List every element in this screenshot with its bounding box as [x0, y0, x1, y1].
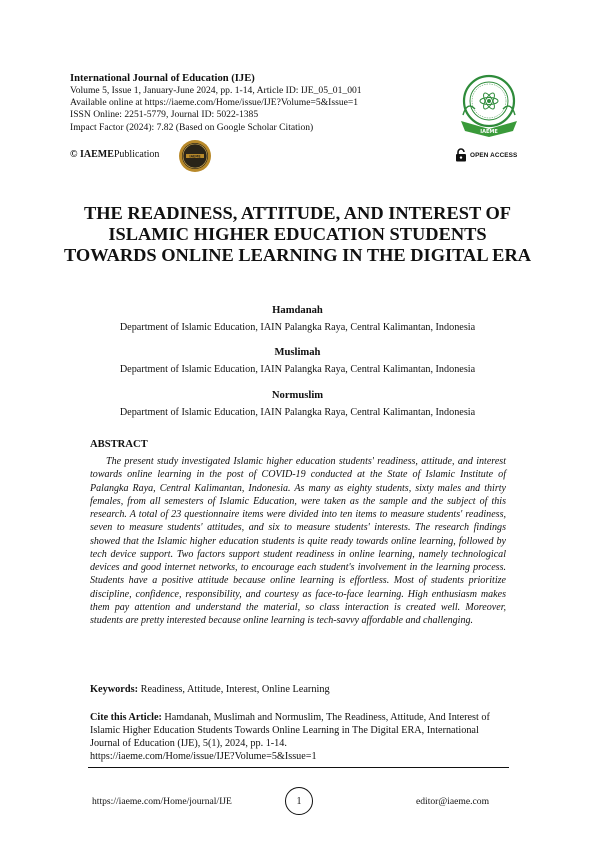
- author-name: Hamdanah: [272, 305, 323, 316]
- author-affiliation: Department of Islamic Education, IAIN Palangka Raya, Central Kalimantan, Indonesia: [119, 322, 476, 333]
- open-access-badge: [455, 148, 517, 162]
- impact-factor-line: Impact Factor (2024): 7.82 (Based on Google Scholar Citation): [70, 121, 314, 133]
- seal-ribbon-text: IAEME: [480, 129, 498, 135]
- citation-url[interactable]: https://iaeme.com/Home/issue/IJE?Volume=5&Issue=1: [90, 751, 317, 762]
- open-access-label: OPEN ACCESS: [470, 151, 518, 159]
- citation: [90, 711, 508, 763]
- keywords-label: Keywords:: [90, 684, 139, 695]
- author-name: Normuslim: [271, 390, 324, 401]
- page-number: [285, 787, 313, 815]
- abstract-text: The present study investigated Islamic higher education students' readiness, attitude, and interest towards online learning in the post of COVID-19 conducted at the State of Islamic Institute of Palangka Raya, Central Kalimantan, Indonesia. As many as eighty students, sixty males and thirty females, from all semesters of Islamic Education, were taken as the sample and the subject of this research. A total of 23 questionnaire items were divided into ten items to measure students' readiness, seven to measure students' attitudes, and six to measure students' interests. The research findings showed that the Islamic higher education students is quite ready towards online learning, followed by tech device support. Two factors support student readiness in online learning, namely technological devices and good internet networks, to encourage each student's involvement in the learning process. Students have a positive attitude because online learning is effortless. Most of students prioritize discipline, confidence, responsibility, and courtesy as face-to-face learning. High enthusiasm makes them pay attention and understand the material, so class interaction is created well. Moreover, students are pretty interested because online learning is tech-savvy affordable and challenging.: [90, 456, 506, 626]
- journal-header: [70, 72, 450, 134]
- journal-seal-icon: [453, 71, 525, 143]
- footer-divider: [88, 767, 509, 768]
- issn-line: ISSN Online: 2251-5779, Journal ID: 5022-1385: [70, 109, 259, 121]
- keywords-text: Readiness, Attitude, Interest, Online Learning: [138, 684, 330, 695]
- volume-line: Volume 5, Issue 1, January-June 2024, pp. 1-14, Article ID: IJE_05_01_001: [70, 85, 362, 96]
- iaeme-badge-icon: [178, 139, 212, 173]
- badge-logo-text: IAEME: [189, 154, 201, 159]
- citation-label: Cite this Article:: [90, 712, 162, 723]
- publisher-suffix: Publication: [113, 149, 160, 160]
- page-number-text: 1: [296, 795, 302, 807]
- journal-title: International Journal of Education (IJE): [70, 73, 255, 84]
- publisher-prefix: © IAEME: [70, 149, 114, 160]
- footer-journal-link[interactable]: https://iaeme.com/Home/journal/IJE: [92, 796, 232, 807]
- keywords: [90, 684, 330, 695]
- available-online-line: Available online at https://iaeme.com/Home/issue/IJE?Volume=5&Issue=1: [70, 97, 359, 109]
- paper-title: THE READINESS, ATTITUDE, AND INTEREST OF ISLAMIC HIGHER EDUCATION STUDENTS TOWARDS ONLINE LEARNING IN THE DIGITAL ERA: [63, 203, 532, 265]
- author-affiliation: Department of Islamic Education, IAIN Palangka Raya, Central Kalimantan, Indonesia: [119, 407, 476, 418]
- author-name: Muslimah: [274, 347, 321, 358]
- abstract-heading: ABSTRACT: [90, 439, 148, 450]
- footer-email-link[interactable]: editor@iaeme.com: [416, 796, 490, 807]
- padlock-open-icon: [455, 148, 467, 162]
- author-affiliation: Department of Islamic Education, IAIN Palangka Raya, Central Kalimantan, Indonesia: [119, 364, 476, 375]
- publisher-line: [70, 149, 159, 160]
- citation-text: Hamdanah, Muslimah and Normuslim, The Readiness, Attitude, And Interest of Islamic Higher Education Students Towards Online Learning in The Digital ERA, International Journal of Education (IJE), 5(1), 2024, pp. 1-14.: [90, 712, 490, 749]
